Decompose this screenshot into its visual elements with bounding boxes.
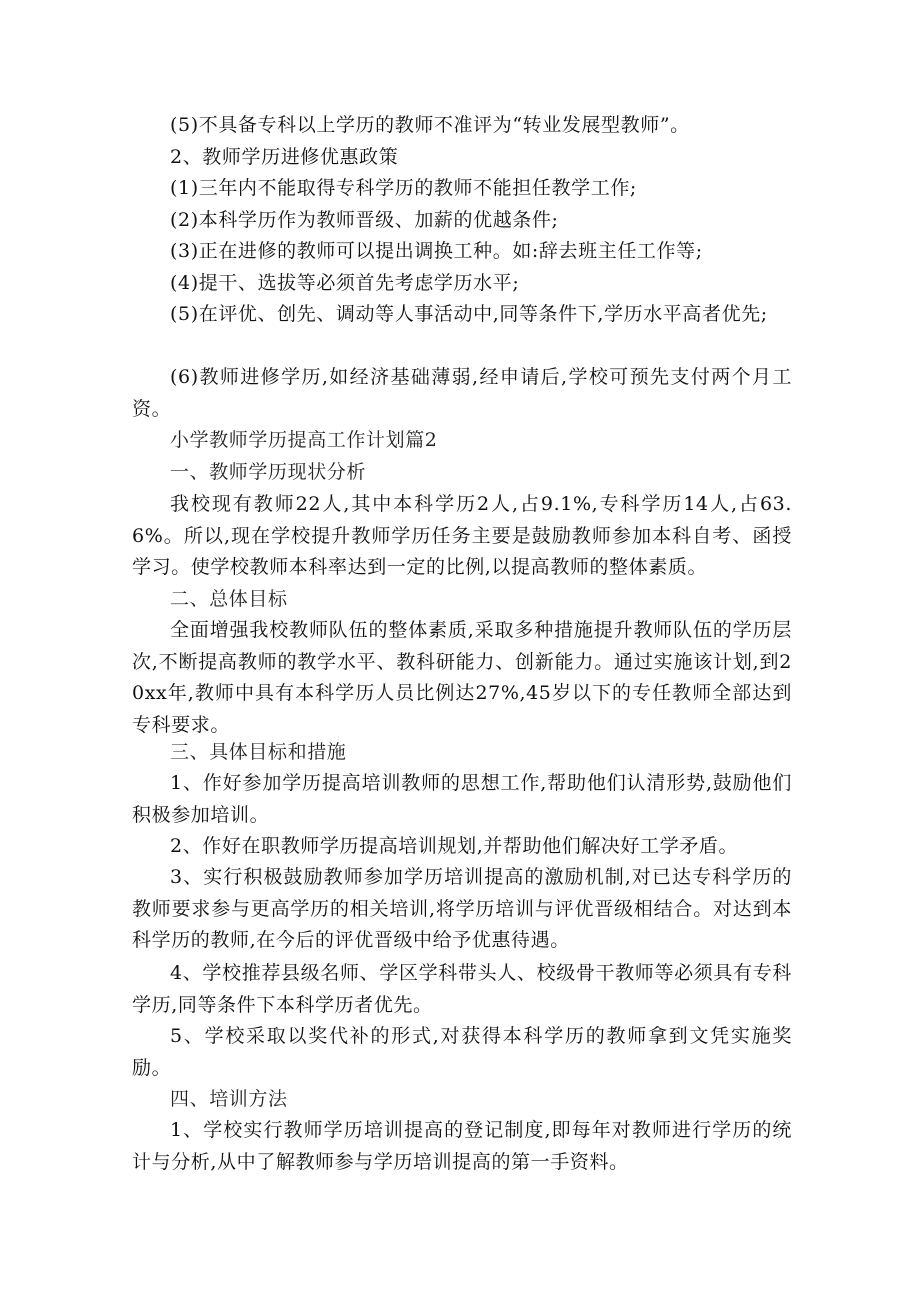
measure-item-1: 1、作好参加学历提高培训教师的思想工作,帮助他们认清形势,鼓励他们积极参加培训。 xyxy=(132,772,792,826)
measure-item-3: 3、实行积极鼓励教师参加学历培训提高的激励机制,对已达专科学历的教师要求参与更高学历的相关培训,将学历培训与评优晋级相结合。对达到本科学历的教师,在今后的评优晋级中给予优惠待遇。 xyxy=(132,866,792,951)
paragraph-current-status: 我校现有教师22人,其中本科学历2人,占9.1%,专科学历14人,占63.6%。所以,现在学校提升教师学历任务主要是鼓励教师参加本科自考、函授学习。使学校教师本科率达到一定的比例,以提高教师的整体素质。 xyxy=(132,493,792,578)
section-heading-preferential-policy: 2、教师学历进修优惠政策 xyxy=(170,146,399,168)
plan-title: 小学教师学历提高工作计划篇2 xyxy=(170,429,438,451)
heading-training-methods: 四、培训方法 xyxy=(170,1088,288,1110)
policy-item-1: (1)三年内不能取得专科学历的教师不能担任教学工作; xyxy=(170,177,637,199)
policy-item-4: (4)提干、选拔等必须首先考虑学历水平; xyxy=(170,272,520,294)
measure-item-4: 4、学校推荐县级名师、学区学科带头人、校级骨干教师等必须具有专科学历,同等条件下本科学历者优先。 xyxy=(132,962,792,1016)
paragraph-overall-goal: 全面增强我校教师队伍的整体素质,采取多种措施提升教师队伍的学历层次,不断提高教师的教学水平、教科研能力、创新能力。通过实施该计划,到20xx年,教师中具有本科学历人员比例达27%,45岁以下的专任教师全部达到专科要求。 xyxy=(132,619,792,736)
policy-item-6: (6)教师进修学历,如经济基础薄弱,经申请后,学校可预先支付两个月工资。 xyxy=(132,366,792,420)
heading-specific-measures: 三、具体目标和措施 xyxy=(170,741,347,763)
heading-current-status: 一、教师学历现状分析 xyxy=(170,461,367,483)
policy-item-3: (3)正在进修的教师可以提出调换工种。如:辞去班主任工作等; xyxy=(170,240,703,262)
policy-item-2: (2)本科学历作为教师晋级、加薪的优越条件; xyxy=(170,209,559,231)
heading-overall-goal: 二、总体目标 xyxy=(170,588,288,610)
paragraph-criteria-5: (5)不具备专科以上学历的教师不准评为“转业发展型教师”。 xyxy=(170,114,690,136)
measure-item-2: 2、作好在职教师学历提高培训规划,并帮助他们解决好工学矛盾。 xyxy=(170,835,739,857)
method-item-1: 1、学校实行教师学历培训提高的登记制度,即每年对教师进行学历的统计与分析,从中了解教师参与学历培训提高的第一手资料。 xyxy=(132,1119,792,1173)
policy-item-5: (5)在评优、创先、调动等人事活动中,同等条件下,学历水平高者优先; xyxy=(170,303,768,325)
measure-item-5: 5、学校采取以奖代补的形式,对获得本科学历的教师拿到文凭实施奖励。 xyxy=(132,1025,792,1079)
